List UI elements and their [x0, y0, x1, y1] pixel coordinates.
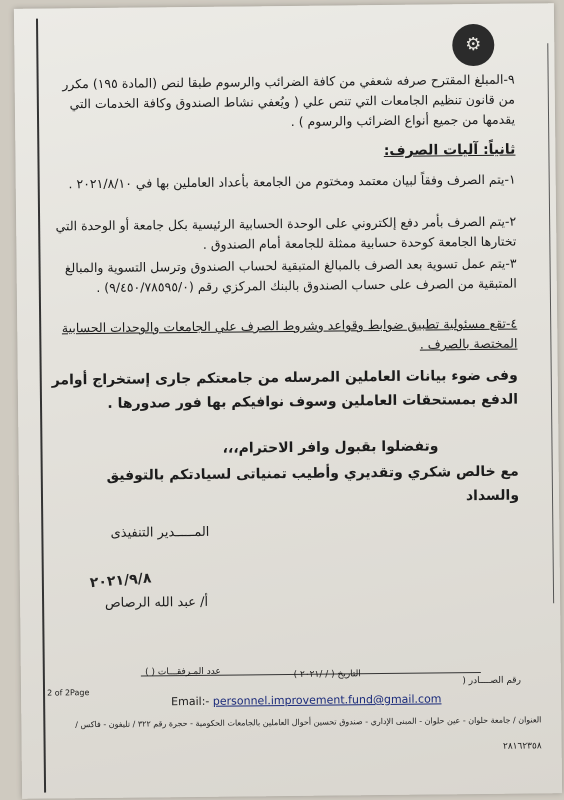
- footer-date-label: التاريخ ( / /٢٠٢١ ): [293, 669, 361, 680]
- section-2-item-2: ٢-يتم الصرف بأمر دفع إلكتروني على الوحدة الحسابية الرئيسية بكل جامعة أو الوحدة التي تختارها الجامعة كوحدة حسابية ممثلة للجامعة أمام الصندوق .: [55, 213, 517, 252]
- footer-attachments-label: عدد المـرفقـــات ( ): [145, 666, 221, 678]
- footer-phone: ٢٨١٦٢٣٥٨: [502, 741, 542, 752]
- document-page: [14, 3, 562, 799]
- email-label: Email:-: [171, 694, 210, 709]
- university-seal-icon: ⚙: [452, 24, 494, 66]
- item-9-text: ٩-المبلغ المقترح صرفه شعفي من كافة الضرائب والرسوم طبقا لنص (المادة ١٩٥) مكرر من قانون تنظيم الجامعات التي تنص علي ( ويُعفي نشاط الصندوق وكافة الخدمات التي يقدمها من جميع أنواع الضرائب والرسوم ) .: [62, 71, 516, 129]
- closing-wishes: مع خالص شكري وتقديري وأطيب تمنياتى لسيادتكم بالتوفيق والسداد: [106, 463, 520, 505]
- signature-name: أ/ عبد الله الرصاص: [104, 594, 209, 611]
- body-paragraph-1: وفى ضوء بيانات العاملين المرسله من جامعتكم جارى إستخراج أوامر الدفع بمستحقات العاملين وسوف نوافيكم بها فور صدورها .: [51, 367, 519, 412]
- section-2-item-3: ٣-يتم عمل تسوية بعد الصرف بالمبالغ المتبقية لحساب الصندوق وترسل التسوية والمبالغ المتبقية من الصرف على حساب الصندوق بالبنك المركزي رقم (٩/٤٥٠/٧٨٥٩٥/٠) .: [64, 255, 517, 296]
- section-2-item-4: ٤-تقع مسئولية تطبيق ضوابط وقواعد وشروط الصرف علي الجامعات والوحدات الحسابية المختصة بالصرف .: [61, 315, 518, 352]
- closing-greeting: وتفضلوا بقبول وافر الاحترام،،،: [222, 438, 439, 457]
- page-number: 2 of 2Page: [46, 688, 90, 698]
- section-2-title: ثانياً: آليات الصرف:: [383, 141, 516, 159]
- footer-ref-label: رقم الصــــادر (: [462, 675, 521, 687]
- signature-title: المـــــدير التنفيذى: [110, 524, 210, 541]
- email-link[interactable]: personnel.improvement.fund@gmail.com: [212, 692, 442, 708]
- handwritten-date: ٢٠٢١/٩/٨: [89, 570, 152, 592]
- section-2-item-1: ١-يتم الصرف وفقاً لبيان معتمد ومختوم من الجامعة بأعداد العاملين بها في ٢٠٢١/٨/١٠ .: [68, 171, 516, 192]
- footer-address: العنوان / جامعة حلوان - عين حلوان - المبنى الإداري - صندوق تحسين أحوال العاملين بالجامعات الحكومية - حجرة رقم ٣٢٢ / تليفون - فاكس /: [75, 715, 542, 730]
- page-border-left: [36, 19, 46, 793]
- page-border-right: [547, 43, 554, 603]
